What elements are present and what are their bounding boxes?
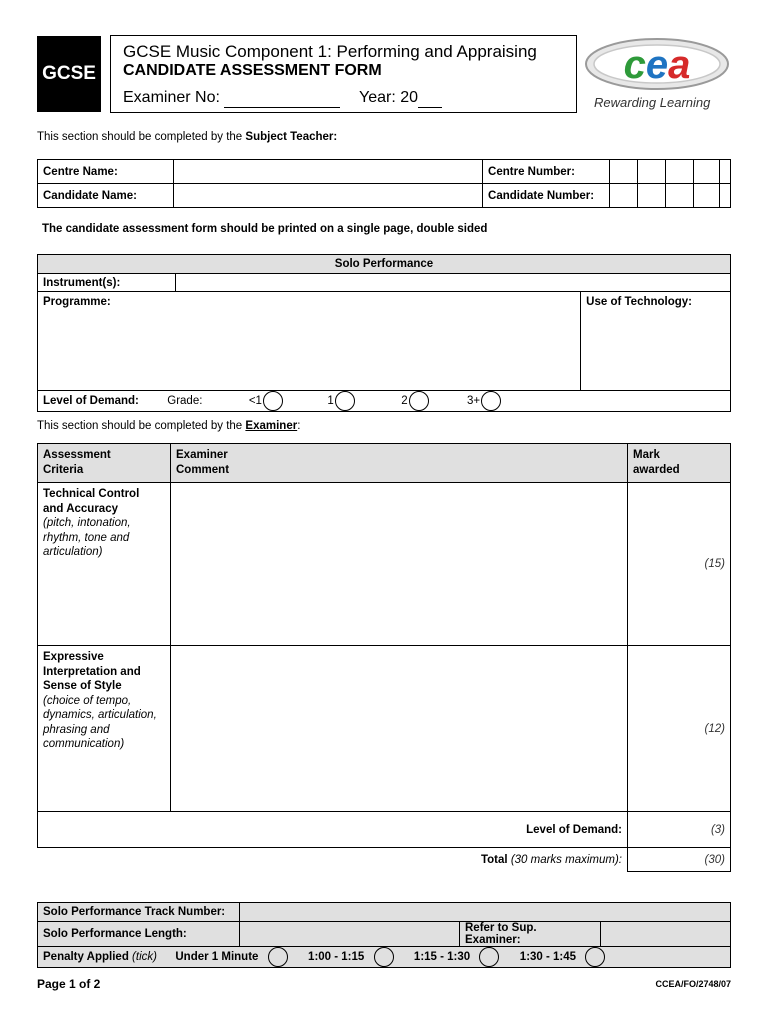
grade-radio[interactable] bbox=[481, 391, 501, 411]
criteria-detail: rhythm, tone and bbox=[43, 531, 130, 544]
criteria-title: Technical Control bbox=[43, 488, 140, 500]
max-mark: (15) bbox=[704, 558, 725, 570]
criteria-cell bbox=[38, 483, 171, 646]
level-label: Level of Demand: bbox=[43, 395, 139, 408]
instruments-label: Instrument(s): bbox=[38, 274, 176, 292]
centre-name-label: Centre Name: bbox=[38, 160, 174, 184]
penalty-checkbox[interactable] bbox=[268, 947, 288, 967]
svg-text:cea: cea bbox=[623, 43, 691, 87]
penalty-label: Penalty Applied bbox=[43, 951, 129, 964]
max-mark: (3) bbox=[710, 823, 725, 836]
criteria-detail: (pitch, intonation, bbox=[43, 517, 131, 529]
logo-tagline: Rewarding Learning bbox=[594, 95, 711, 110]
examiner-no-field[interactable] bbox=[224, 89, 340, 108]
total-label-cell bbox=[38, 848, 628, 872]
criteria-detail: communication) bbox=[43, 738, 125, 750]
examiner-intro-bold: Examiner bbox=[245, 420, 298, 432]
teacher-intro-text: This section should be completed by the bbox=[37, 131, 246, 143]
candidate-number-label: Candidate Number: bbox=[483, 184, 610, 208]
mark-field[interactable] bbox=[628, 483, 731, 646]
centre-number-box[interactable] bbox=[665, 160, 694, 184]
candidate-name-label: Candidate Name: bbox=[38, 184, 174, 208]
track-number-field[interactable] bbox=[240, 903, 731, 922]
technology-label: Use of Technology: bbox=[586, 296, 693, 308]
technology-field[interactable] bbox=[581, 292, 731, 391]
comment-header-line: Comment bbox=[176, 464, 230, 476]
comment-field[interactable] bbox=[171, 483, 628, 646]
penalty-option-label: 1:15 - 1:30 bbox=[413, 951, 471, 964]
centre-number-box[interactable] bbox=[609, 160, 638, 184]
level-of-demand-mark[interactable] bbox=[628, 812, 731, 848]
solo-performance-table bbox=[37, 254, 731, 412]
criteria-header-line: Assessment bbox=[43, 449, 111, 461]
grade-option-label: 1 bbox=[327, 395, 334, 408]
cea-logo bbox=[584, 36, 734, 112]
criteria-detail: (choice of tempo, bbox=[43, 694, 132, 707]
examiner-intro-suffix: : bbox=[297, 420, 301, 432]
grade-option[interactable] bbox=[401, 395, 428, 407]
centre-number-box[interactable] bbox=[694, 160, 720, 184]
penalty-row bbox=[38, 947, 731, 968]
grade-option[interactable] bbox=[467, 395, 501, 407]
mark-header-line: awarded bbox=[633, 464, 680, 476]
form-subtitle: GCSE Music Component 1: Performing and Appraising bbox=[123, 42, 537, 61]
centre-number-box[interactable] bbox=[720, 160, 731, 184]
candidate-number-box[interactable] bbox=[609, 184, 638, 208]
teacher-intro bbox=[37, 131, 337, 143]
cea-logo-graphic bbox=[584, 36, 734, 92]
track-number-label: Solo Performance Track Number: bbox=[38, 903, 240, 922]
year-field[interactable] bbox=[418, 89, 442, 108]
grade-option-label: 3+ bbox=[467, 395, 481, 408]
comment-header bbox=[171, 444, 628, 483]
total-label: Total bbox=[480, 853, 508, 866]
programme-field[interactable] bbox=[38, 292, 581, 391]
centre-number-box[interactable] bbox=[638, 160, 666, 184]
candidate-number-box[interactable] bbox=[638, 184, 666, 208]
candidate-number-box[interactable] bbox=[720, 184, 731, 208]
max-mark: (30) bbox=[704, 853, 725, 866]
examiner-intro bbox=[37, 420, 300, 432]
penalty-checkbox[interactable] bbox=[374, 947, 394, 967]
form-code: CCEA/FO/2748/07 bbox=[655, 979, 731, 989]
examiner-year-line bbox=[123, 89, 576, 108]
criteria-cell bbox=[38, 646, 171, 812]
criteria-title: Expressive bbox=[43, 651, 104, 663]
level-of-demand-label: Level of Demand: bbox=[38, 812, 628, 848]
table-row bbox=[38, 483, 731, 646]
centre-name-field[interactable] bbox=[174, 160, 483, 184]
candidate-name-field[interactable] bbox=[174, 184, 483, 208]
criteria-detail: dynamics, articulation, bbox=[43, 709, 157, 721]
refer-field[interactable] bbox=[601, 922, 731, 947]
teacher-intro-bold: Subject Teacher: bbox=[245, 131, 338, 143]
refer-label: Refer to Sup. Examiner: bbox=[460, 922, 601, 947]
year-label: Year: 20 bbox=[358, 89, 418, 106]
candidate-number-box[interactable] bbox=[665, 184, 694, 208]
centre-number-label: Centre Number: bbox=[483, 160, 610, 184]
form-title: CANDIDATE ASSESSMENT FORM bbox=[123, 62, 382, 79]
criteria-title: Interpretation and bbox=[43, 665, 141, 678]
mark-field[interactable] bbox=[628, 646, 731, 812]
grade-option-label: <1 bbox=[248, 395, 262, 408]
penalty-option-label: 1:00 - 1:15 bbox=[308, 951, 365, 964]
max-mark: (12) bbox=[704, 722, 725, 735]
examiner-intro-text: This section should be completed by the bbox=[37, 420, 246, 432]
gcse-badge: GCSE bbox=[37, 36, 101, 112]
comment-header-line: Examiner bbox=[176, 449, 228, 461]
grade-option[interactable] bbox=[327, 395, 354, 407]
penalty-option-label: 1:30 - 1:45 bbox=[519, 951, 577, 964]
mark-header bbox=[628, 444, 731, 483]
assessment-table bbox=[37, 443, 731, 872]
criteria-title: Sense of Style bbox=[43, 680, 122, 692]
penalty-option-label: Under 1 Minute bbox=[175, 951, 259, 964]
title-box bbox=[110, 35, 577, 113]
comment-field[interactable] bbox=[171, 646, 628, 812]
total-mark[interactable] bbox=[628, 848, 731, 872]
solo-heading: Solo Performance bbox=[38, 255, 731, 274]
print-note: The candidate assessment form should be printed on a single page, double sided bbox=[42, 223, 488, 235]
table-row bbox=[38, 646, 731, 812]
grade-option-label: 2 bbox=[401, 395, 408, 408]
penalty-tick-note: (tick) bbox=[132, 951, 157, 964]
page-number: Page 1 of 2 bbox=[37, 977, 101, 991]
criteria-header bbox=[38, 444, 171, 483]
length-label: Solo Performance Length: bbox=[38, 922, 240, 947]
grade-radio[interactable] bbox=[409, 391, 429, 411]
grade-radio[interactable] bbox=[263, 391, 283, 411]
criteria-title: and Accuracy bbox=[43, 502, 118, 515]
examiner-no-label: Examiner No: bbox=[123, 89, 220, 106]
grade-radio[interactable] bbox=[335, 391, 355, 411]
instruments-field[interactable] bbox=[176, 274, 731, 292]
centre-details-table bbox=[37, 159, 731, 208]
track-details-table bbox=[37, 902, 731, 968]
candidate-number-box[interactable] bbox=[694, 184, 720, 208]
mark-header-line: Mark bbox=[633, 449, 660, 461]
length-field[interactable] bbox=[240, 922, 460, 947]
criteria-header-line: Criteria bbox=[43, 464, 84, 476]
grade-option[interactable] bbox=[249, 395, 283, 407]
penalty-checkbox[interactable] bbox=[479, 947, 499, 967]
criteria-detail: phrasing and bbox=[43, 723, 110, 736]
programme-label: Programme: bbox=[43, 296, 111, 308]
criteria-detail: articulation) bbox=[43, 546, 103, 558]
grade-label: Grade: bbox=[167, 395, 203, 408]
penalty-checkbox[interactable] bbox=[585, 947, 605, 967]
total-note: (30 marks maximum): bbox=[510, 853, 622, 866]
level-of-demand-row bbox=[38, 391, 731, 412]
